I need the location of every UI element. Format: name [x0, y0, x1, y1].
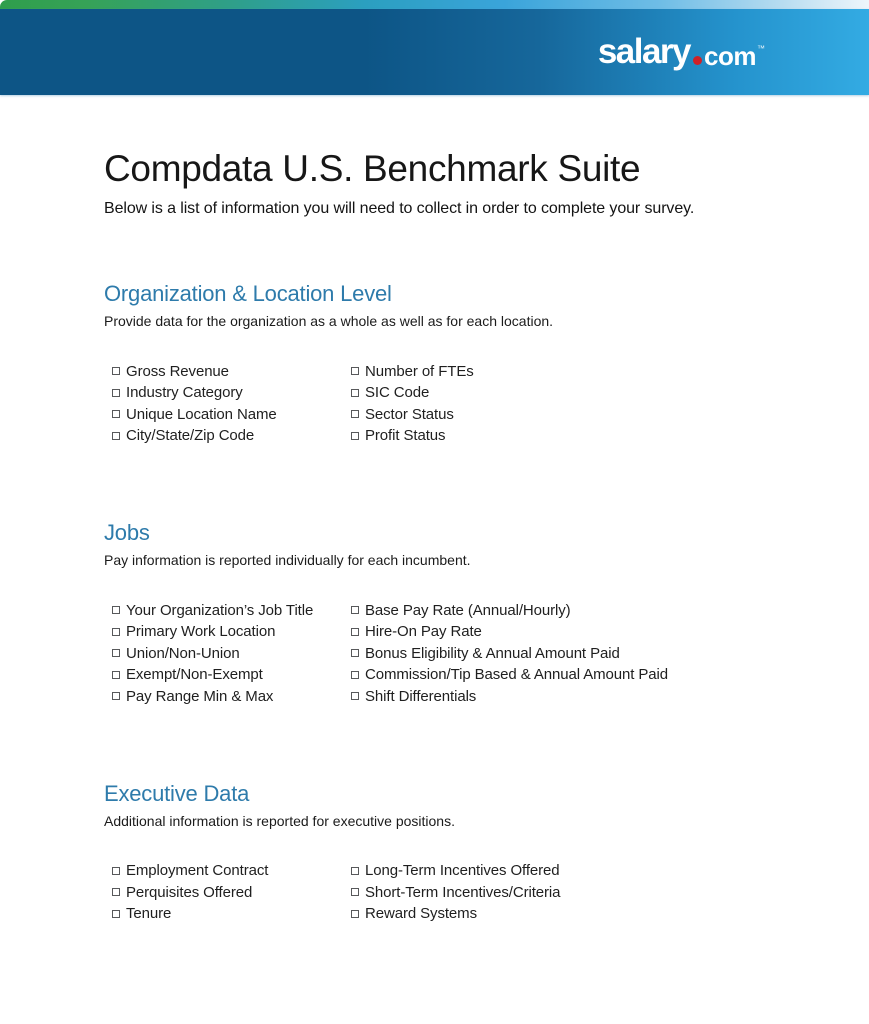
checkbox-icon[interactable] [351, 432, 359, 440]
checklist-item-label: Hire-On Pay Rate [365, 623, 482, 641]
checkbox-icon[interactable] [112, 389, 120, 397]
checklist-item [112, 860, 351, 882]
checklist-item-label: Reward Systems [365, 905, 477, 923]
checklist-item-label: Employment Contract [126, 862, 269, 880]
checklist-item [112, 425, 351, 447]
checklist-item [112, 621, 351, 643]
document-body [0, 148, 869, 924]
checklist-item [351, 860, 560, 882]
checklist-item [351, 642, 668, 664]
checkbox-icon[interactable] [112, 606, 120, 614]
checkbox-icon[interactable] [112, 888, 120, 896]
checklist-item-label: Base Pay Rate (Annual/Hourly) [365, 601, 571, 619]
salary-com-logo [597, 32, 765, 72]
checklist-item [112, 642, 351, 664]
checklist-item-label: SIC Code [365, 384, 430, 402]
checklist-item-label: Bonus Eligibility & Annual Amount Paid [365, 644, 620, 662]
checkbox-icon[interactable] [351, 606, 359, 614]
checklist-item-label: Sector Status [365, 405, 454, 423]
checklist-item [112, 360, 351, 382]
checklist-item-label: Tenure [126, 905, 172, 923]
checklist-item-label: Primary Work Location [126, 623, 276, 641]
header-banner [0, 9, 869, 95]
top-accent-strip [0, 0, 869, 9]
checklist-item-label: Industry Category [126, 384, 243, 402]
trademark-symbol: ™ [757, 43, 765, 53]
checkbox-icon[interactable] [351, 367, 359, 375]
checklist-column-left [112, 599, 351, 707]
checkbox-icon[interactable] [351, 671, 359, 679]
checklist-columns [112, 360, 813, 446]
checklist-item-label: City/State/Zip Code [126, 427, 255, 445]
checkbox-icon[interactable] [351, 410, 359, 418]
checklist-item [112, 903, 351, 925]
checklist-item-label: Number of FTEs [365, 362, 474, 380]
checklist-item-label: Unique Location Name [126, 405, 277, 423]
checklist-item-label: Union/Non-Union [126, 644, 240, 662]
section-executive-data [104, 780, 813, 925]
checklist-item [351, 621, 668, 643]
logo-brand-text: salary [597, 32, 691, 72]
checkbox-icon[interactable] [351, 692, 359, 700]
checklist-item-label: Long-Term Incentives Offered [365, 862, 560, 880]
checkbox-icon[interactable] [112, 432, 120, 440]
checklist-column-left [112, 360, 351, 446]
checkbox-icon[interactable] [112, 910, 120, 918]
checklist-item [112, 599, 351, 621]
checklist-item [112, 403, 351, 425]
logo-suffix-text: com [704, 40, 756, 71]
logo-red-dot-icon [693, 56, 702, 65]
checklist-item [351, 403, 474, 425]
checklist-item [351, 599, 668, 621]
checkbox-icon[interactable] [351, 389, 359, 397]
checklist-item-label: Your Organization’s Job Title [126, 601, 314, 619]
checkbox-icon[interactable] [112, 867, 120, 875]
checklist-item [351, 664, 668, 686]
page-subtitle: Below is a list of information you will need to collect in order to complete your survey. [104, 200, 695, 218]
page-title: Compdata U.S. Benchmark Suite [104, 148, 641, 189]
checkbox-icon[interactable] [112, 367, 120, 375]
checklist-item [351, 425, 474, 447]
section-jobs [104, 519, 813, 707]
checklist-item [351, 881, 560, 903]
checklist-item-label: Exempt/Non-Exempt [126, 666, 263, 684]
checkbox-icon[interactable] [112, 671, 120, 679]
checklist-column-left [112, 860, 351, 925]
checklist-column-right [351, 360, 474, 446]
checklist-item-label: Commission/Tip Based & Annual Amount Paid [365, 666, 669, 684]
checkbox-icon[interactable] [112, 628, 120, 636]
checklist-column-right [351, 860, 560, 925]
section-heading: Executive Data [104, 780, 250, 806]
checkbox-icon[interactable] [112, 410, 120, 418]
checklist-item-label: Short-Term Incentives/Criteria [365, 883, 561, 901]
checklist-item [351, 382, 474, 404]
section-organization-location-level [104, 280, 813, 446]
section-description: Provide data for the organization as a whole as well as for each location. [104, 313, 554, 330]
checklist-item [351, 360, 474, 382]
checkbox-icon[interactable] [351, 628, 359, 636]
checklist-item-label: Pay Range Min & Max [126, 687, 274, 705]
checklist-item [112, 664, 351, 686]
checklist-item [351, 903, 560, 925]
checklist-item [112, 382, 351, 404]
checkbox-icon[interactable] [351, 649, 359, 657]
section-description: Additional information is reported for executive positions. [104, 812, 455, 829]
checklist-item [112, 685, 351, 707]
checklist-item-label: Shift Differentials [365, 687, 477, 705]
checkbox-icon[interactable] [112, 692, 120, 700]
section-description: Pay information is reported individually for each incumbent. [104, 552, 471, 569]
checklist-column-right [351, 599, 668, 707]
checklist-item-label: Gross Revenue [126, 362, 229, 380]
checkbox-icon[interactable] [351, 910, 359, 918]
checkbox-icon[interactable] [112, 649, 120, 657]
checklist-item-label: Perquisites Offered [126, 883, 253, 901]
checklist-columns [112, 599, 813, 707]
checklist-item-label: Profit Status [365, 427, 446, 445]
section-heading: Jobs [104, 520, 150, 546]
section-heading: Organization & Location Level [104, 281, 392, 307]
checklist-item [351, 685, 668, 707]
checklist-columns [112, 860, 813, 925]
checkbox-icon[interactable] [351, 867, 359, 875]
checklist-item [112, 881, 351, 903]
sections-container [104, 280, 813, 924]
checkbox-icon[interactable] [351, 888, 359, 896]
